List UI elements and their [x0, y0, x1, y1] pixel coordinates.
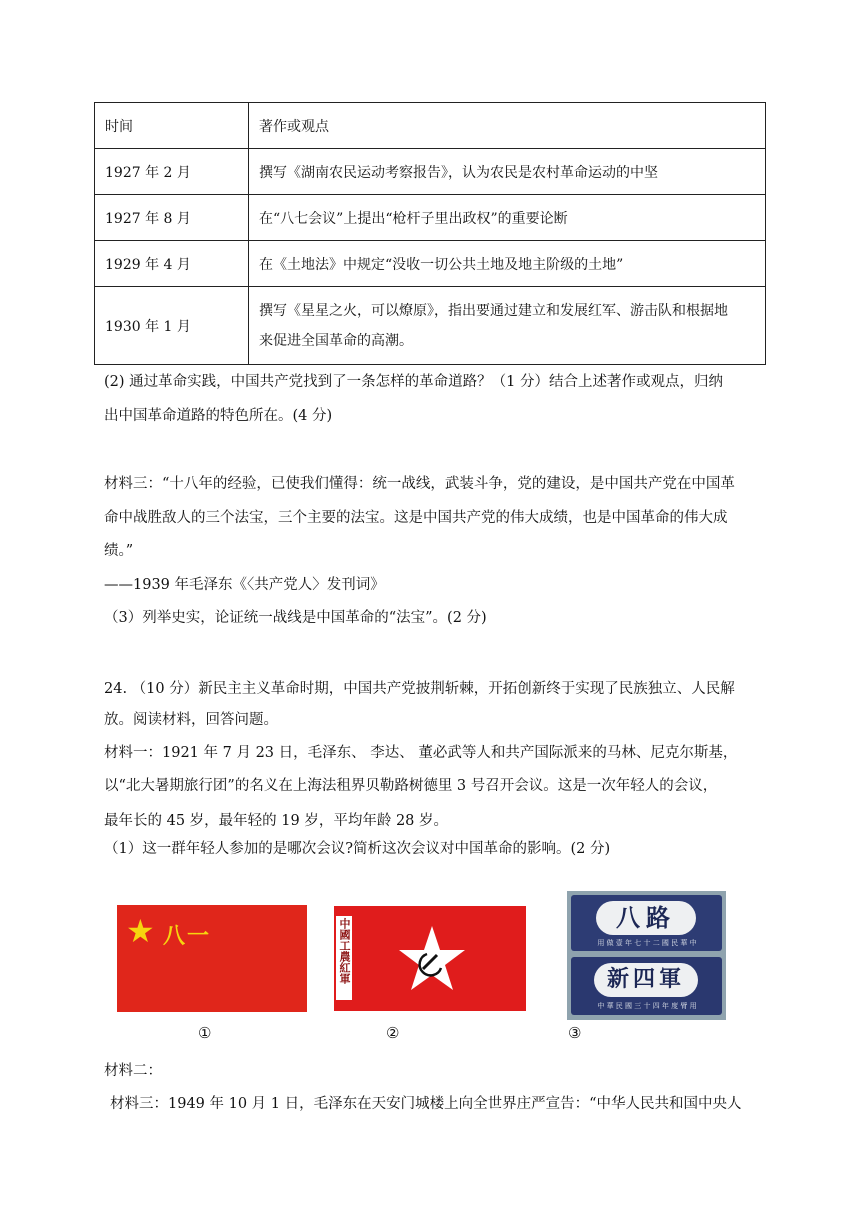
material-1-line: 以“北大暑期旅行团”的名义在上海法租界贝勒路树德里 3 号召开会议。这是一次年轻人的会议， — [104, 778, 718, 794]
patch-top-text: 八路 — [616, 904, 676, 932]
material-1-line: 材料一：1921 年 7 月 23 日，毛泽东、 李达、 董必武等人和共产国际派来的马林、尼克尔斯基， — [104, 745, 738, 761]
patch-bottom-oval — [594, 963, 698, 997]
patch-bottom-text: 新四軍 — [606, 967, 685, 992]
material-2-label: 材料二： — [104, 1063, 162, 1079]
image-label-3: ③ — [568, 1024, 582, 1042]
image-label-1: ① — [198, 1024, 212, 1042]
row-time: 1927 年 8 月 — [95, 195, 249, 241]
row-time: 1930 年 1 月 — [95, 287, 249, 365]
flag-vertical-banner — [336, 916, 352, 1000]
row-work: 在《土地法》中规定“没收一切公共土地及地主阶级的土地” — [249, 241, 766, 287]
header-time: 时间 — [95, 103, 249, 149]
red-army-flag-image — [334, 906, 526, 1011]
armband-patch-image — [567, 891, 726, 1020]
row-work: 在“八七会议”上提出“枪杆子里出政权”的重要论断 — [249, 195, 766, 241]
row-time: 1927 年 2 月 — [95, 149, 249, 195]
question-2-line: (2) 通过革命实践，中国共产党找到了一条怎样的革命道路？（1 分）结合上述著作或观点，归纳 — [104, 374, 723, 390]
star-hammer-sickle-icon — [397, 924, 467, 994]
table-row — [95, 241, 766, 287]
material-3-line: 命中战胜敌人的三个法宝，三个主要的法宝。这是中国共产党的伟大成绩，也是中国革命的伟大成 — [104, 510, 728, 526]
material-3-statement: 材料三：1949 年 10 月 1 日，毛泽东在天安门城楼上向全世界庄严宣告：“中华人民共和国中央人 — [110, 1096, 742, 1112]
row-work: 撰写《湖南农民运动考察报告》，认为农民是农村革命运动的中坚 — [249, 149, 766, 195]
material-3-line: 材料三：“十八年的经验，已使我们懂得：统一战线，武装斗争，党的建设，是中国共产党在中国革 — [104, 476, 735, 492]
patch-top-oval — [596, 901, 696, 935]
question-3: （3）列举史实，论证统一战线是中国革命的“法宝”。(2 分) — [104, 610, 487, 626]
patch-bottom — [571, 957, 722, 1015]
material-3-line: 绩。” — [104, 543, 134, 559]
patch-bottom-small-text: 中 華 民 國 三 十 四 年 度 臂 用 — [597, 1002, 697, 1010]
row-work-line: 撰写《星星之火，可以燎原》，指出要通过建立和发展红军、游击队和根据地 — [259, 302, 728, 319]
material-1-line: 最年长的 45 岁，最年轻的 19 岁，平均年龄 28 岁。 — [104, 813, 449, 829]
patch-top-small-text: 用 做 壹 年 七 十 二 國 民 華 中 — [597, 939, 697, 947]
row-work-line: 来促进全国革命的高潮。 — [259, 332, 413, 349]
patch-top — [571, 895, 722, 951]
row-time: 1929 年 4 月 — [95, 241, 249, 287]
question-24-line: 放。阅读材料，回答问题。 — [104, 712, 278, 728]
table-row — [95, 287, 766, 365]
image-label-2: ② — [386, 1024, 400, 1042]
star-icon: ★ — [126, 912, 155, 950]
table-row — [95, 149, 766, 195]
flag-vertical-text: 中國工農紅軍 — [338, 918, 351, 984]
table-header-row — [95, 103, 766, 149]
question-24-sub-1: （1）这一群年轻人参加的是哪次会议?简析这次会议对中国革命的影响。(2 分) — [104, 841, 611, 857]
bayi-flag-text: 八一 — [163, 924, 212, 949]
question-24-line: 24. （10 分）新民主主义革命时期，中国共产党披荆斩棘，开拓创新终于实现了民族独立、人民解 — [104, 681, 735, 697]
question-2-line: 出中国革命道路的特色所在。(4 分) — [104, 408, 333, 424]
table-row — [95, 195, 766, 241]
works-table — [94, 102, 766, 365]
row-work — [249, 287, 766, 365]
material-3-source: ——1939 年毛泽东《〈共产党人〉发刊词》 — [104, 577, 385, 593]
header-work: 著作或观点 — [249, 103, 766, 149]
bayi-flag-image — [117, 905, 307, 1012]
